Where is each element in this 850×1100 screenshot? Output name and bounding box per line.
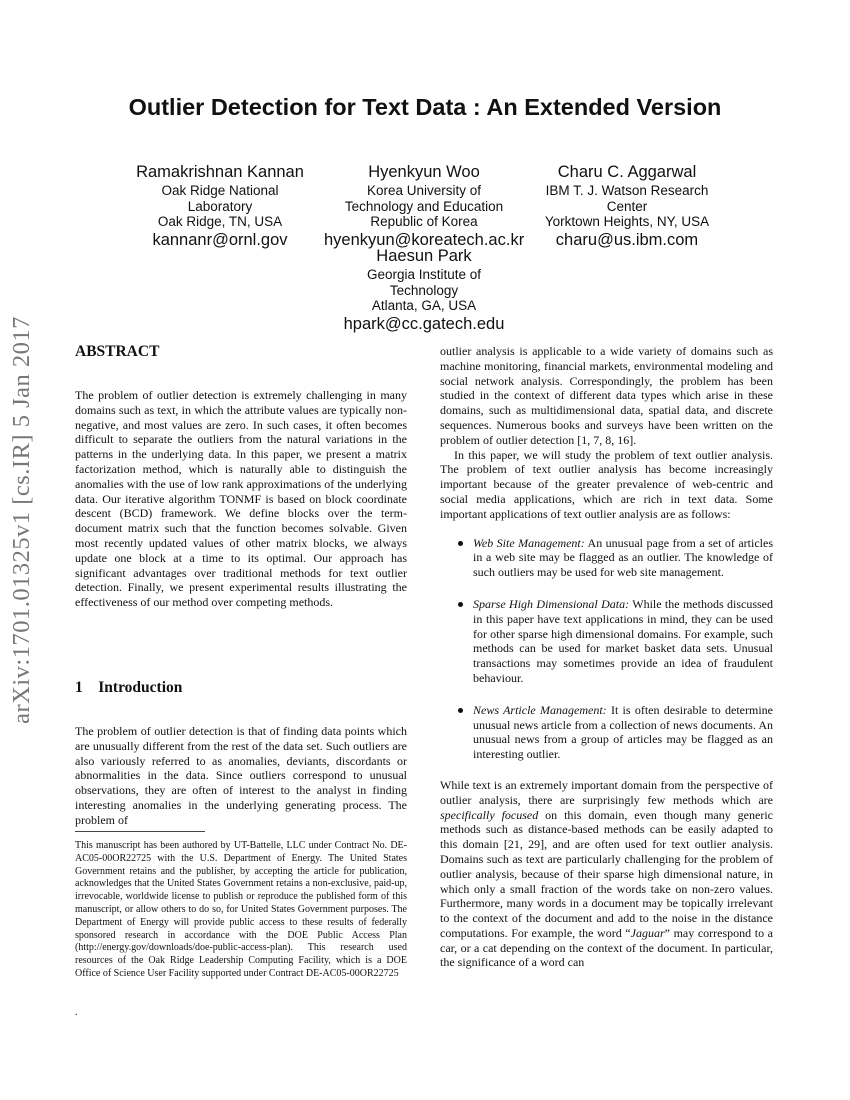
arxiv-identifier-text: arXiv:1701.01325v1 [cs.IR] 5 Jan 2017 [8,316,36,724]
list-item [440,597,773,686]
introduction-paragraph: The problem of outlier detection is that of finding data points which are unusually different from the rest of the data set. Such outliers are also variously referred to as anomalies, deviants, discordants or abnormalities in the data. Since outliers correspond to unusual observations, they are often of interest to the analyst in finding interesting anomalies in the underlying generating process. The problem of [75,724,407,827]
footnote-rule [75,831,407,832]
bullet-icon [458,708,463,713]
right-paragraph-outlier-applications: outlier analysis is applicable to a wide variety of domains such as machine monitoring, financial markets, environmental modeling and social network analysis. Correspondingly, the problem has been studied in the context of different data types which arise in these domains, such as multidimensional data, spatial data, and discrete sequences. Numerous books and surveys have been written on the problem of outlier detection [1, 7, 8, 16]. [440,344,773,447]
paragraph-segment: on this domain, even though many generic methods such as distance-based methods can be easily adapted to this domain [21, 29], and are often used for text outlier analysis. Domains such as text are particularly challenging for the problem of outlier analysis, because of their sparse high dimensional nature, in which only a small fraction of the words take on non-zero values. Furthermore, many words in a document may be topically irrelevant to the context of the document and add to the noise in the distance computations. For example, the word “ [440,807,773,940]
author-affiliation-line: Atlanta, GA, USA [371,298,477,313]
author-affiliation-line: Oak Ridge, TN, USA [157,214,283,229]
list-item-text [473,703,773,762]
list-item-text [473,597,773,686]
author-block [130,162,310,250]
abstract-text: The problem of outlier detection is extremely challenging in many domains such as text, in which the attribute values are typically non-negative, and most values are zero. In such cases, it often becomes difficult to separate the outliers from the natural variations in the patterns in the underlying data. In this paper, we present a matrix factorization method, which is naturally able to distinguish the anomalies with the use of low rank approximations of the underlying data. Our iterative algorithm TONMF is based on block coordinate descent (BCD) framework. We define blocks over the term-document matrix such that the function becomes solvable. Given most recently updated values of other matrix blocks, we always update one block at a time to its optimal. Our approach has significant advantages over traditional methods for text outlier detection. Finally, we present experimental results illustrating the effectiveness of our method over competing methods. [75,388,407,610]
paragraph-segment: ” may correspond to a car, or a cat depending on the context of the document. In particular, the significance of a word can [440,925,774,970]
author-affiliation-line: Technology and Education [344,198,504,214]
list-item-term: Sparse High Dimensional Data: [473,596,630,611]
author-affiliation-line: Center [606,198,648,214]
list-item-description: It is often desirable to determine unusual news article from a collection of news documents. An unusual news from a group of articles may be flagged as an interesting outlier. [473,702,773,762]
applications-list [440,536,773,762]
author-affiliation-line: Technology [389,282,459,298]
bullet-icon [458,602,463,607]
author-name: Charu C. Aggarwal [557,163,697,181]
author-email: hyenkyun@koreatech.ac.kr [324,230,525,249]
arxiv-identifier-stamp [0,290,44,750]
right-paragraph-text-outliers: In this paper, we will study the problem of text outlier analysis. The problem of text outlier analysis has become increasingly important because of the greater prevalence of web-centric and social media applications, which are rich in text data. Some important applications of text outlier analysis are as follows: [440,447,773,521]
author-affiliation-line: Oak Ridge National [161,183,279,198]
bullet-icon [458,541,463,546]
author-name: Ramakrishnan Kannan [136,163,304,181]
author-affiliation-line: Laboratory [187,198,253,214]
paragraph-segment: While text is an extremely important domain from the perspective of outlier analysis, there are surprisingly few methods which are [440,777,773,807]
author-affiliation-line: Georgia Institute of [366,267,482,282]
paragraph-emphasis: Jaguar [630,925,665,940]
author-email: kannanr@ornl.gov [152,230,288,249]
abstract-heading: ABSTRACT [75,343,160,360]
author-block [324,162,524,250]
author-affiliation-line: Yorktown Heights, NY, USA [544,214,710,229]
list-item-term: Web Site Management: [473,535,585,550]
list-item [440,703,773,762]
paragraph-emphasis: specifically focused [440,807,539,822]
list-item-term: News Article Management: [473,702,607,717]
introduction-heading-wrap [75,679,407,697]
right-column [440,344,773,970]
list-item-description: An unusual page from a set of articles in a web site may be flagged as an outlier. The knowledge of such outliers may be used for web site management. [473,535,773,580]
footnote-text: This manuscript has been authored by UT-Battelle, LLC under Contract No. DE-AC05-00OR22725 with the U.S. Department of Energy. The United States Government retains and the publisher, by accepting the article for publication, acknowledges that the United States Government retains a non-exclusive, paid-up, irrevocable, worldwide license to publish or reproduce the published form of this manuscript, or allow others to do so, for United States Government purposes. The Department of Energy will provide public access to these results of federally sponsored research in accordance with the DOE Public Access Plan (http://energy.gov/downloads/doe-public-access-plan). This research used resources of the Oak Ridge Leadership Computing Facility, which is a DOE Office of Science User Facility supported under Contract DE-AC05-00OR22725 [75,840,407,979]
author-email: hpark@cc.gatech.edu [343,314,505,333]
right-paragraph-text-domain [440,778,773,970]
list-item-description: While the methods discussed in this paper have text applications in mind, they can be used for other sparse high dimensional domains. For example, such methods can be used for market basket data sets. Unusual transactions may sometimes provide an idea of fraudulent behaviour. [473,596,773,685]
author-name: Hyenkyun Woo [368,163,480,181]
author-email: charu@us.ibm.com [555,230,699,249]
footnote-divider [75,831,205,832]
author-affiliation-line: IBM T. J. Watson Research [545,183,709,198]
footnote-end-mark: . [75,1007,78,1018]
author-block [534,162,720,250]
author-name: Haesun Park [376,247,472,265]
introduction-heading: 1 Introduction [75,679,183,696]
author-block [334,246,514,334]
author-affiliation-line: Korea University of [366,183,482,198]
list-item-text [473,536,773,580]
author-affiliation-line: Republic of Korea [370,214,478,229]
list-item [440,536,773,580]
abstract-heading-wrap [75,343,407,361]
paper-title: Outlier Detection for Text Data : An Extended Version [128,94,722,120]
